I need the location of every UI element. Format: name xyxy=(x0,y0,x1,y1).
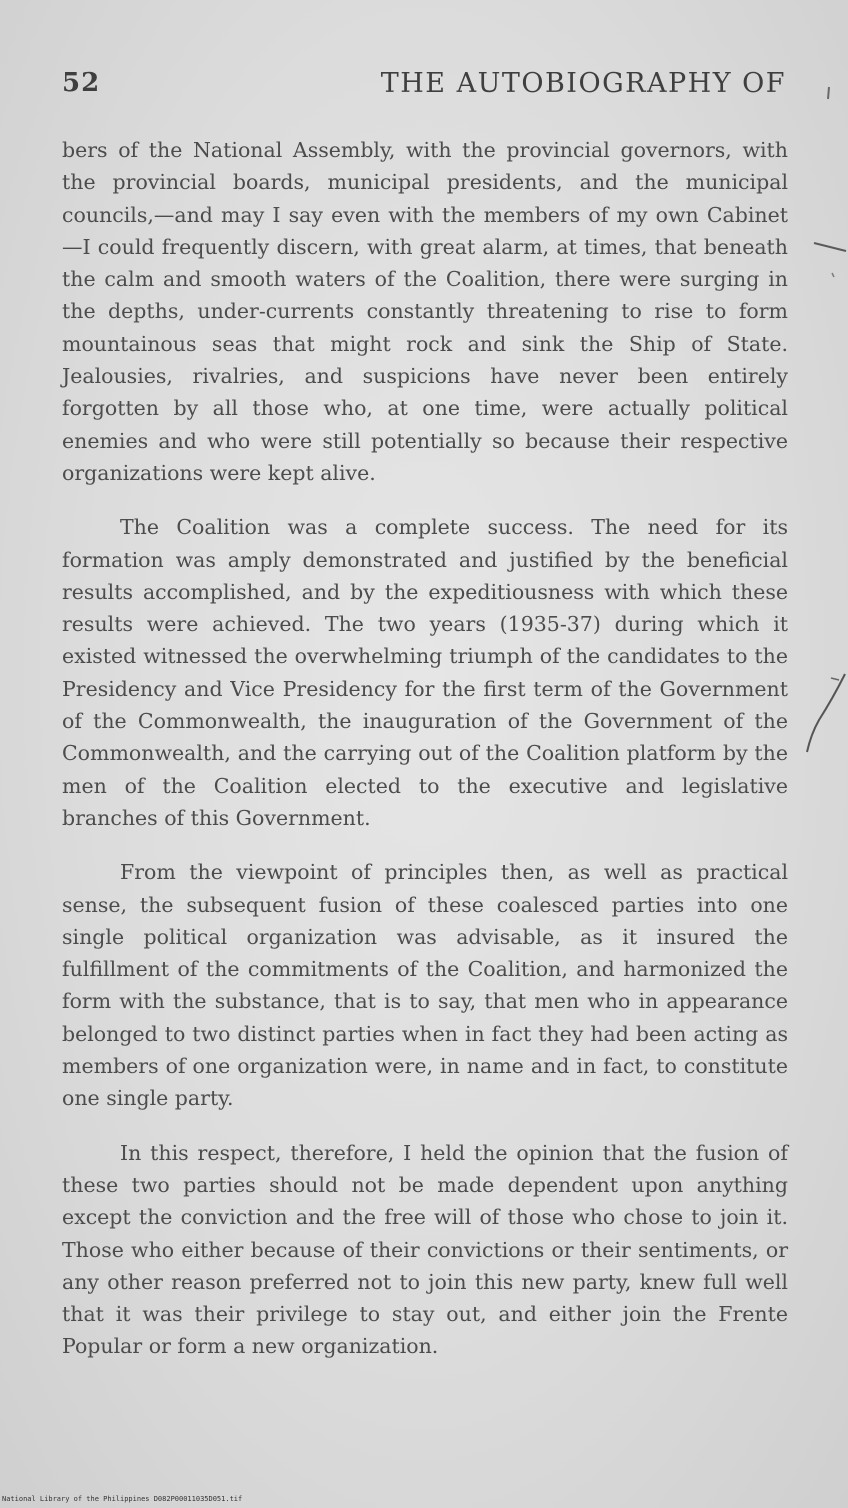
page-number: 52 xyxy=(62,68,101,98)
paragraph: From the viewpoint of principles then, as well as practical sense, the subsequent fusion of these coalesced parties into one single political organization was advisable, as it insured the fulfillment of the commitments of the Coalition, and harmonized the form with the substance, that is to say, that men who in appearance belonged to two distinct parties when in fact they had been acting as members of one organization were, in name and in fact, to constitute one single party. xyxy=(62,860,788,1111)
margin-speck xyxy=(826,86,832,100)
margin-pencil-mark xyxy=(805,668,848,758)
paragraph-continued: bers of the National Assembly, with the provincial governors, with the provincial boards, municipal presidents, and the municipal councils,—and may I say even with the members of my own Cabinet—I could frequently discern, with great alarm, at times, that beneath the calm and smooth waters of the Coalition, there were surging in the depths, under-currents constantly threatening to rise to form mountainous seas that might rock and sink the Ship of State. Jealousies, rivalries, and suspicions have never been entirely forgotten by all those who, at one time, were actually political enemies and who were still potentially so because their respective organizations were kept alive. xyxy=(62,138,788,485)
paragraph: The Coalition was a complete success. The need for its formation was amply demonstrated and justified by the beneficial results accomplished, and by the expeditiousness with which these results were achieved. The two years (1935-37) during which it existed witnessed the overwhelming triumph of the candidates to the Presidency and Vice Presidency for the first term of the Government of the Commonwealth, the inauguration of the Government of the Commonwealth, and the carrying out of the Coalition platform by the men of the Coalition elected to the executive and legislative branches of this Government. xyxy=(62,515,788,830)
body-text xyxy=(62,134,788,1363)
margin-pencil-mark xyxy=(812,225,848,285)
page-header xyxy=(62,68,786,108)
scan-footer: National Library of the Philippines D082P00011035D051.tif xyxy=(2,1495,243,1503)
paragraph: In this respect, therefore, I held the opinion that the fusion of these two parties should not be made dependent upon anything except the conviction and the free will of those who chose to join it. Those who either because of their convictions or their sentiments, or any other reason preferred not to join this new party, knew full well that it was their privilege to stay out, and either join the Frente Popular or form a new organization. xyxy=(62,1140,788,1359)
running-head: THE AUTOBIOGRAPHY OF xyxy=(380,68,786,99)
